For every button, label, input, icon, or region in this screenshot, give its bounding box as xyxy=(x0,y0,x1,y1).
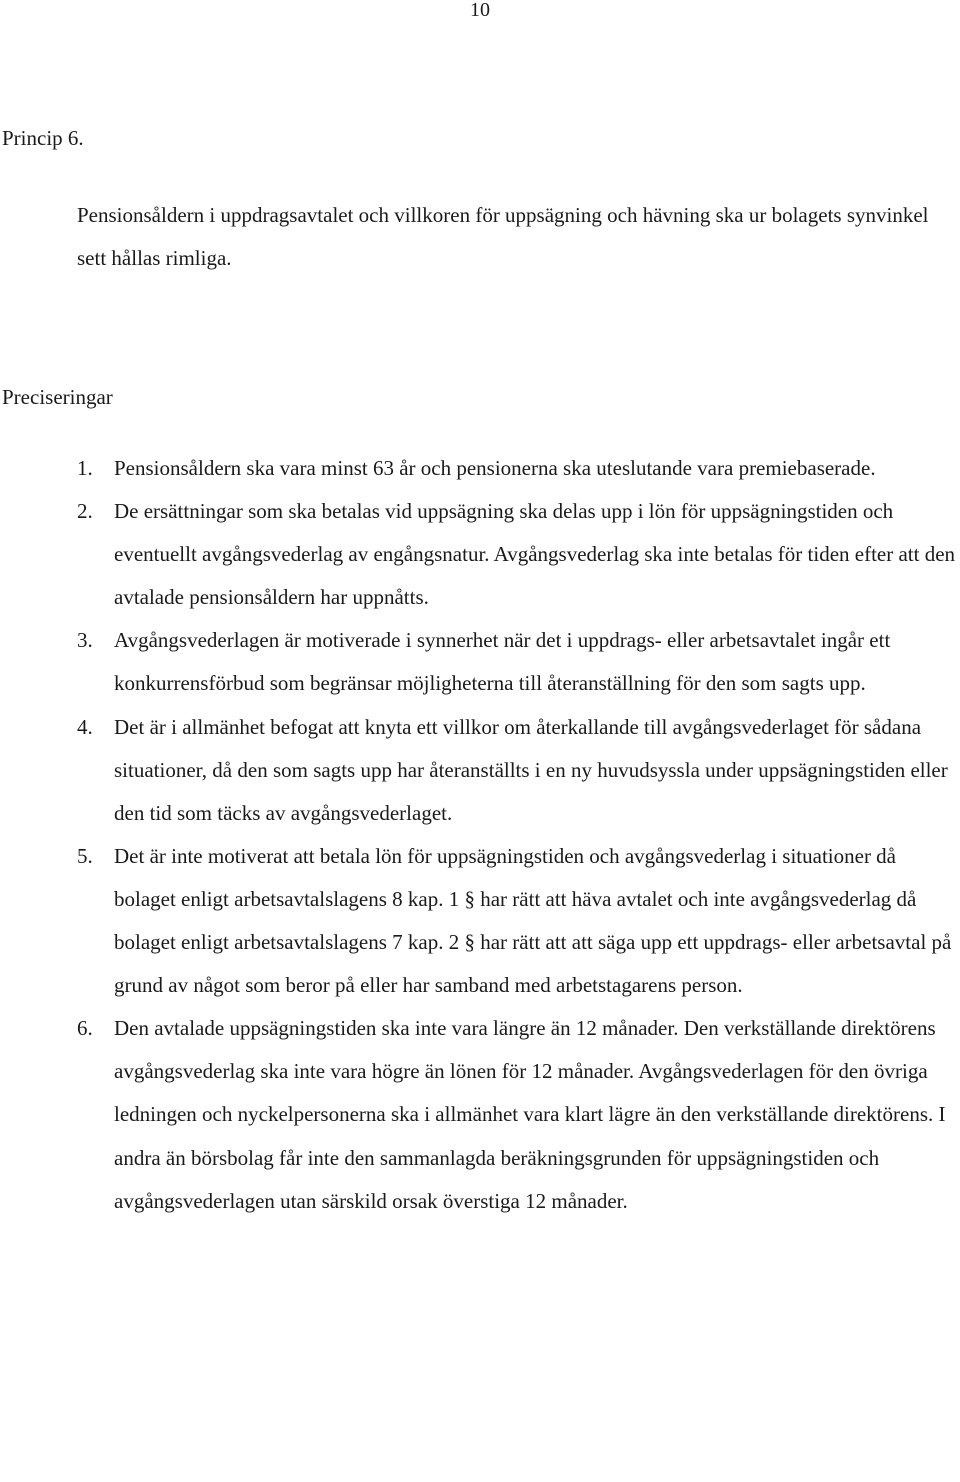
principle-text: Pensionsåldern i uppdragsavtalet och villkoren för uppsägning och hävning ska ur bolagets synvinkel sett hållas rimliga. xyxy=(77,203,929,270)
list-item-text: Pensionsåldern ska vara minst 63 år och pensionerna ska uteslutande vara premiebaserade. xyxy=(114,456,876,480)
list-item-text: Den avtalade uppsägningstiden ska inte vara längre än 12 månader. Den verkställande direktörens avgångsvederlag ska inte vara högre än lönen för 12 månader. Avgångsvederlagen för den övriga ledningen och nyckelpersonerna ska i allmänhet vara klart lägre än den verkställande direktörens. I andra än börsbolag får inte den sammanlagda beräkningsgrunden för uppsägningstiden och avgångsvederlagen utan särskild orsak överstiga 12 månader. xyxy=(114,1016,946,1213)
principle-title: Princip 6. xyxy=(2,126,84,150)
list-item-text: De ersättningar som ska betalas vid uppsägning ska delas upp i lön för uppsägningstiden och eventuellt avgångsvederlag av engångsnatur. Avgångsvederlag ska inte betalas för tiden efter att den avtalade pensionsåldern har uppnåtts. xyxy=(114,499,956,610)
list-item-number: 5. xyxy=(77,843,93,868)
specification-list xyxy=(0,447,960,1223)
list-item-text: Det är inte motiverat att betala lön för uppsägningstiden och avgångsvederlag i situationer då bolaget enligt arbetsavtalslagens 8 kap. 1 § har rätt att häva avtalet och inte avgångsvederlag då bolaget enligt arbetsavtalslagens 7 kap. 2 § har rätt att att säga upp ett uppdrags- eller arbetsavtal på grund av något som beror på eller har samband med arbetstagarens person. xyxy=(114,843,952,998)
list-item-number: 6. xyxy=(77,1016,93,1041)
list-item-3 xyxy=(0,619,960,705)
section-title: Preciseringar xyxy=(2,385,113,409)
list-item-1 xyxy=(0,447,960,490)
list-item-number: 2. xyxy=(77,499,93,524)
list-item-text: Det är i allmänhet befogat att knyta ett villkor om återkallande till avgångsvederlaget för sådana situationer, då den som sagts upp har återanställts i en ny huvudsyssla under uppsägningstiden eller den tid som täcks av avgångsvederlaget. xyxy=(114,714,948,825)
list-item-2 xyxy=(0,490,960,619)
list-item-6 xyxy=(0,1007,960,1222)
list-item-text: Avgångsvederlagen är motiverade i synnerhet när det i uppdrags- eller arbetsavtalet ingår ett konkurrensförbud som begränsar möjligheterna till återanställning för den som sagts upp. xyxy=(114,628,891,696)
list-item-5 xyxy=(0,835,960,1007)
list-item-4 xyxy=(0,706,960,835)
list-item-number: 1. xyxy=(77,456,93,480)
list-item-number: 4. xyxy=(77,714,93,739)
page-number: 10 xyxy=(470,0,490,21)
list-item-number: 3. xyxy=(77,628,93,653)
